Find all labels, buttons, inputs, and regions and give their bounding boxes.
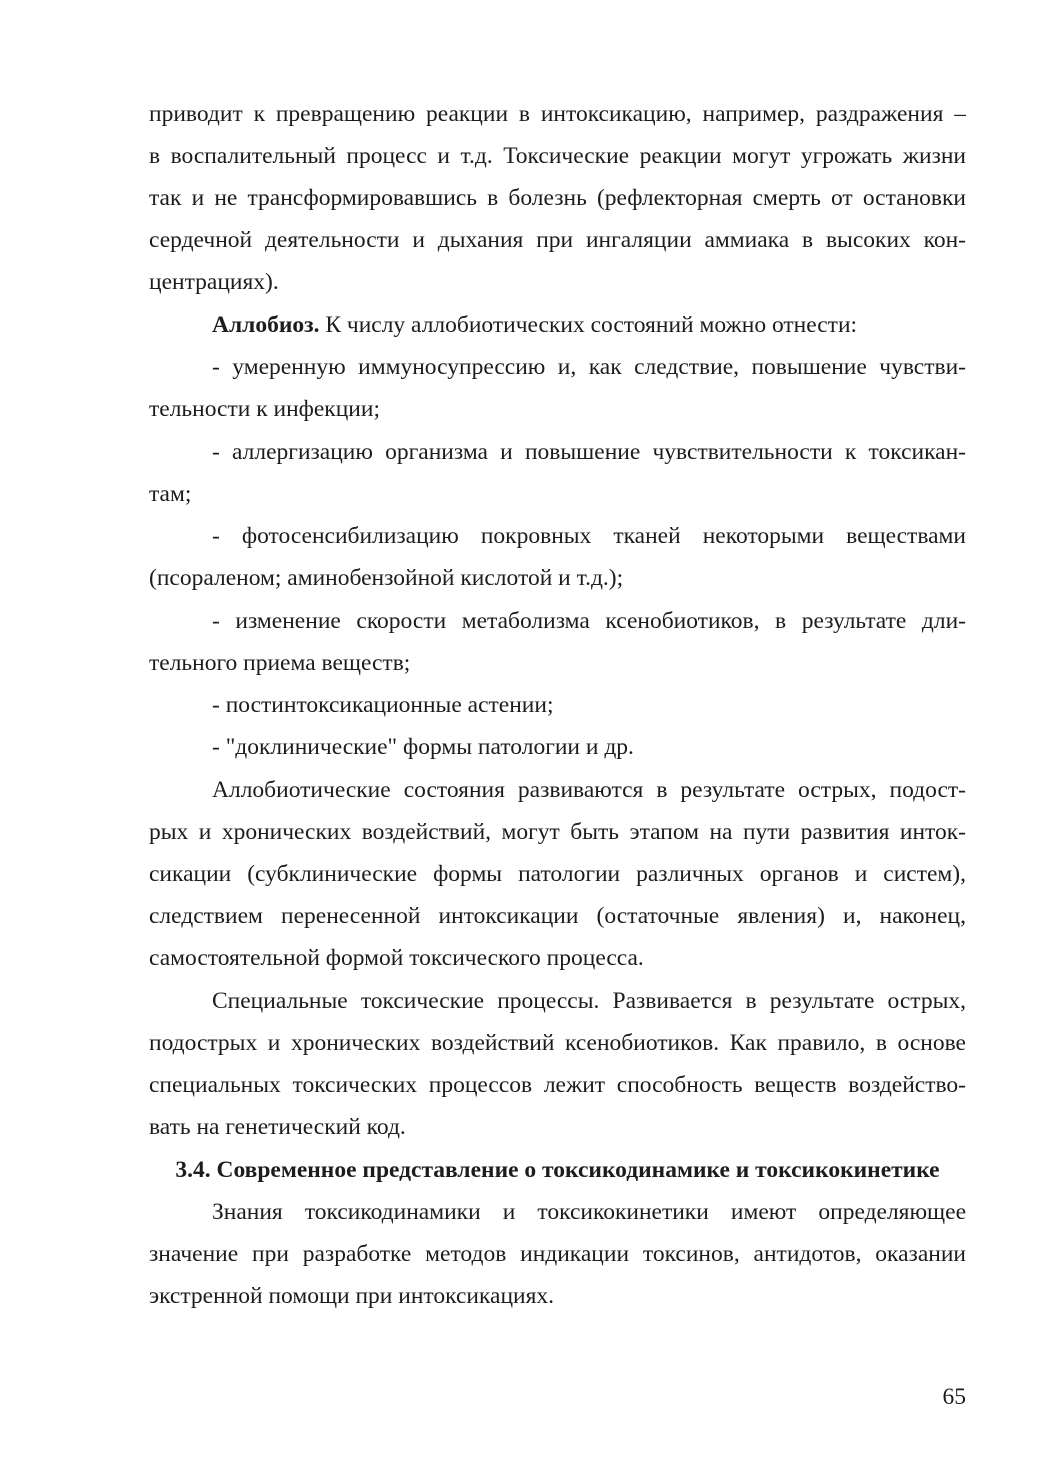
paragraph-line: приводит к превращению реакции в интоксикацию, например, раздражения – xyxy=(149,101,966,127)
allobiosis-intro xyxy=(212,310,966,340)
list-item-line: - постинтоксикационные астении; xyxy=(212,692,554,718)
paragraph-line: Аллобиотические состояния развиваются в результате острых, подост- xyxy=(212,777,966,803)
list-item-line: тельности к инфекции; xyxy=(149,396,380,422)
paragraph-line: Знания токсикодинамики и токсикокинетики имеют определяющее xyxy=(212,1199,966,1225)
list-item-line: - изменение скорости метаболизма ксенобиотиков, в результате дли- xyxy=(212,608,966,634)
page-number: 65 xyxy=(942,1384,966,1410)
paragraph-line: так и не трансформировавшись в болезнь (рефлекторная смерть от остановки xyxy=(149,185,966,211)
paragraph-line: центрациях). xyxy=(149,269,279,295)
list-item-line: там; xyxy=(149,481,192,507)
paragraph-line: самостоятельной формой токсического процесса. xyxy=(149,945,644,971)
paragraph-line: сикации (субклинические формы патологии различных органов и систем), xyxy=(149,861,966,887)
paragraph-line: сердечной деятельности и дыхания при ингаляции аммиака в высоких кон- xyxy=(149,227,966,253)
list-item-line: - фотосенсибилизацию покровных тканей некоторыми веществами xyxy=(212,523,966,549)
paragraph-line: подострых и хронических воздействий ксенобиотиков. Как правило, в основе xyxy=(149,1030,966,1056)
paragraph-line: специальных токсических процессов лежит способность веществ воздейство- xyxy=(149,1072,966,1098)
paragraph-line: экстренной помощи при интоксикациях. xyxy=(149,1283,555,1309)
list-item-line: тельного приема веществ; xyxy=(149,650,411,676)
list-item-line: (псораленом; аминобензойной кислотой и т.д.); xyxy=(149,565,624,591)
paragraph-line: в воспалительный процесс и т.д. Токсические реакции могут угрожать жизни xyxy=(149,143,966,169)
paragraph-line: рых и хронических воздействий, могут быть этапом на пути развития инток- xyxy=(149,819,966,845)
list-item-line: - умеренную иммуносупрессию и, как следствие, повышение чувстви- xyxy=(212,354,966,380)
paragraph-line: значение при разработке методов индикации токсинов, антидотов, оказании xyxy=(149,1241,966,1267)
section-heading: 3.4. Современное представление о токсикодинамике и токсикокинетике xyxy=(175,1157,940,1183)
list-item-line: - "доклинические" формы патологии и др. xyxy=(212,734,634,760)
allobiosis-term: Аллобиоз. xyxy=(212,312,320,338)
list-item-line: - аллергизацию организма и повышение чувствительности к токсикан- xyxy=(212,439,966,465)
paragraph-line: Специальные токсические процессы. Развивается в результате острых, xyxy=(212,988,966,1014)
paragraph-line: следствием перенесенной интоксикации (остаточные явления) и, наконец, xyxy=(149,903,966,929)
paragraph-line: вать на генетический код. xyxy=(149,1114,406,1140)
allobiosis-intro-text: К числу аллобиотических состояний можно отнести: xyxy=(325,312,858,338)
